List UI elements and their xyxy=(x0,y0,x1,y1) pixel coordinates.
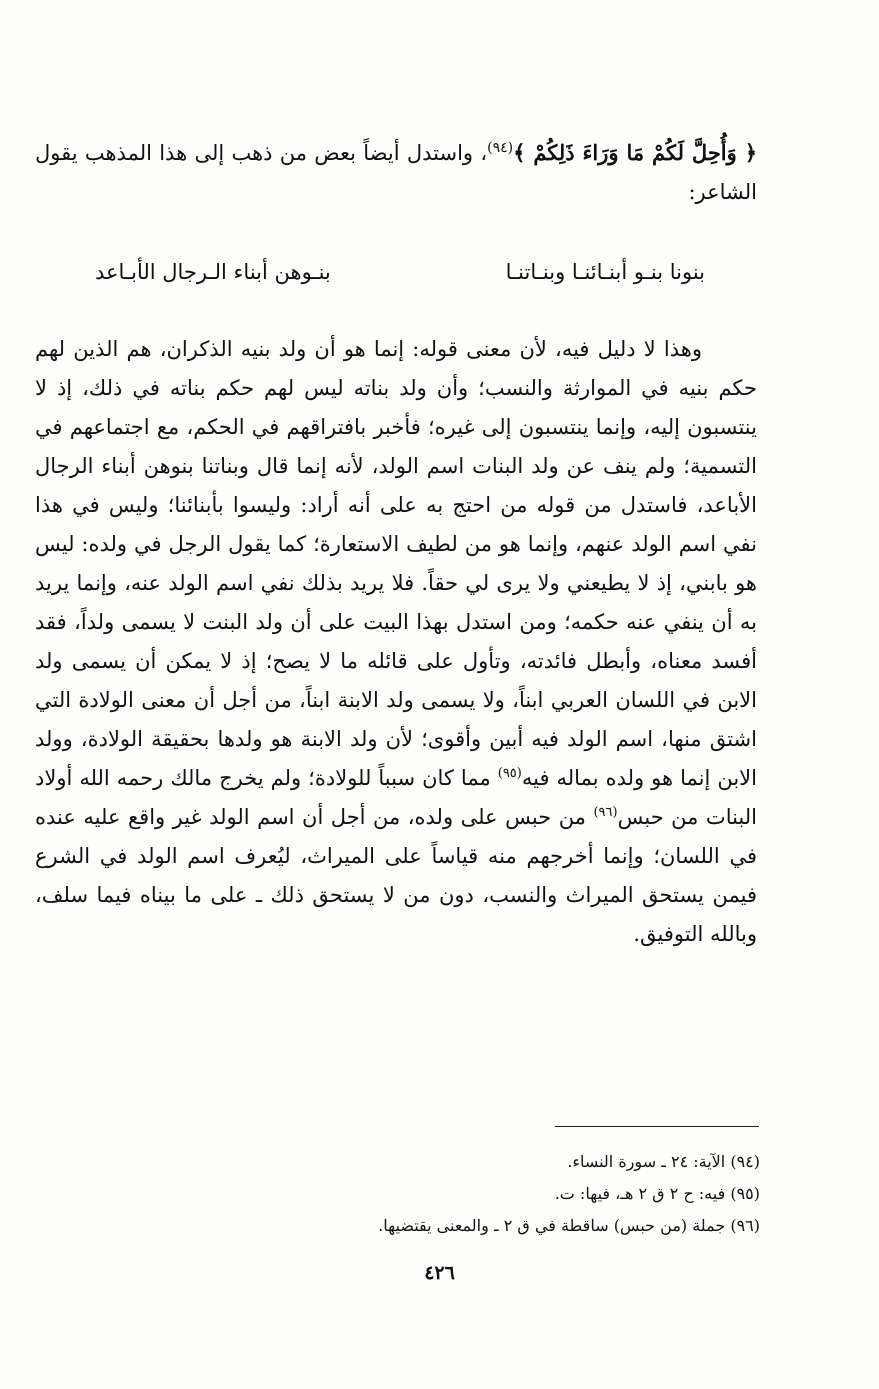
page-number: ٤٢٦ xyxy=(424,1262,455,1284)
footnote-ref-96: (٩٦) xyxy=(593,805,618,820)
footnote-96: (٩٦) جملة (من حبس) ساقطة في ق ٢ ـ والمعنى يقتضيها. xyxy=(378,1216,760,1235)
intro-paragraph xyxy=(35,133,757,212)
footnote-ref-94: (٩٤) xyxy=(487,140,514,156)
body-text-part3: من حبس على ولده، من أجل أن اسم الولد غير واقع عليه عنده في اللسان؛ وإنما أخرجهم منه قياساً على الميراث، ليُعرف اسم الولد في الشرع فيمن يستحق الميراث والنسب، دون من لا يستحق ذلك ـ على ما بيناه فيما سلف، وبالله التوفيق. xyxy=(35,805,757,946)
poetry-verse xyxy=(95,253,705,292)
footnote-95: (٩٥) فيه: ح ٢ ق ٢ هـ، فيها: ت. xyxy=(554,1184,760,1203)
footnote-separator xyxy=(555,1126,759,1127)
footnotes xyxy=(300,1146,760,1242)
quran-quote: ﴿ وَأُحِلَّ لَكُمْ مَا وَرَاءَ ذَلِكُمْ ﴾ xyxy=(513,140,757,165)
footnote-ref-95: (٩٥) xyxy=(497,766,522,781)
body-text-part1: وهذا لا دليل فيه، لأن معنى قوله: إنما هو أن ولد بنيه الذكران، هم الذين لهم حكم بنيه في الموارثة والنسب؛ وأن ولد بناته ليس لهم حكم بناته في ذلك، إذ لا ينتسبون إليه، وإنما ينتسبون إلى غيره؛ فأخبر بافتراقهم في الحكم، مع اجتماعهم في التسمية؛ ولم ينف عن ولد البنات اسم الولد، لأنه إنما قال وبناتنا بنوهن أبناء الرجال الأباعد، فاستدل من قوله من احتج به على أنه أراد: وليسوا بأبنائنا؛ وليس في هذا نفي اسم الولد عنهم، وإنما هو من لطيف الاستعارة؛ كما يقول الرجل في ولده: ليس هو بابني، إذ لا يطيعني ولا يرى لي حقاً. فلا يريد بذلك نفي اسم الولد عنه، وإنما يريد به أن ينفي عنه حكمه؛ ومن استدل بهذا البيت على أن ولد البنت لا يسمى ولداً، فقد أفسد معناه، وأبطل فائدته، وتأول على قائله ما لا يصح؛ إذ لا يمكن أن يسمى ولد الابن في اللسان العربي ابناً، ولا يسمى ولد الابنة ابناً، من أجل أن معنى الولادة التي اشتق منها، اسم الولد فيه أبين وأقوى؛ لأن ولد الابنة هو ولدها بحقيقة الولادة، وولد الابن إنما هو ولده بماله فيه xyxy=(35,337,757,790)
footnote-94: (٩٤) الآية: ٢٤ ـ سورة النساء. xyxy=(567,1152,760,1171)
verse-first-hemistich: بنونا بنـو أبنـائنـا وبنـاتنـا xyxy=(505,260,705,284)
body-paragraph xyxy=(35,330,757,954)
verse-second-hemistich: بنـوهن أبناء الـرجال الأبـاعد xyxy=(95,260,331,284)
intro-text: ، واستدل أيضاً بعض من ذهب إلى هذا المذهب يقول الشاعر: xyxy=(35,141,757,204)
body-text-part2: مما كان سبباً للولادة؛ ولم يخرج مالك رحمه الله أولاد البنات من حبس xyxy=(35,766,757,829)
